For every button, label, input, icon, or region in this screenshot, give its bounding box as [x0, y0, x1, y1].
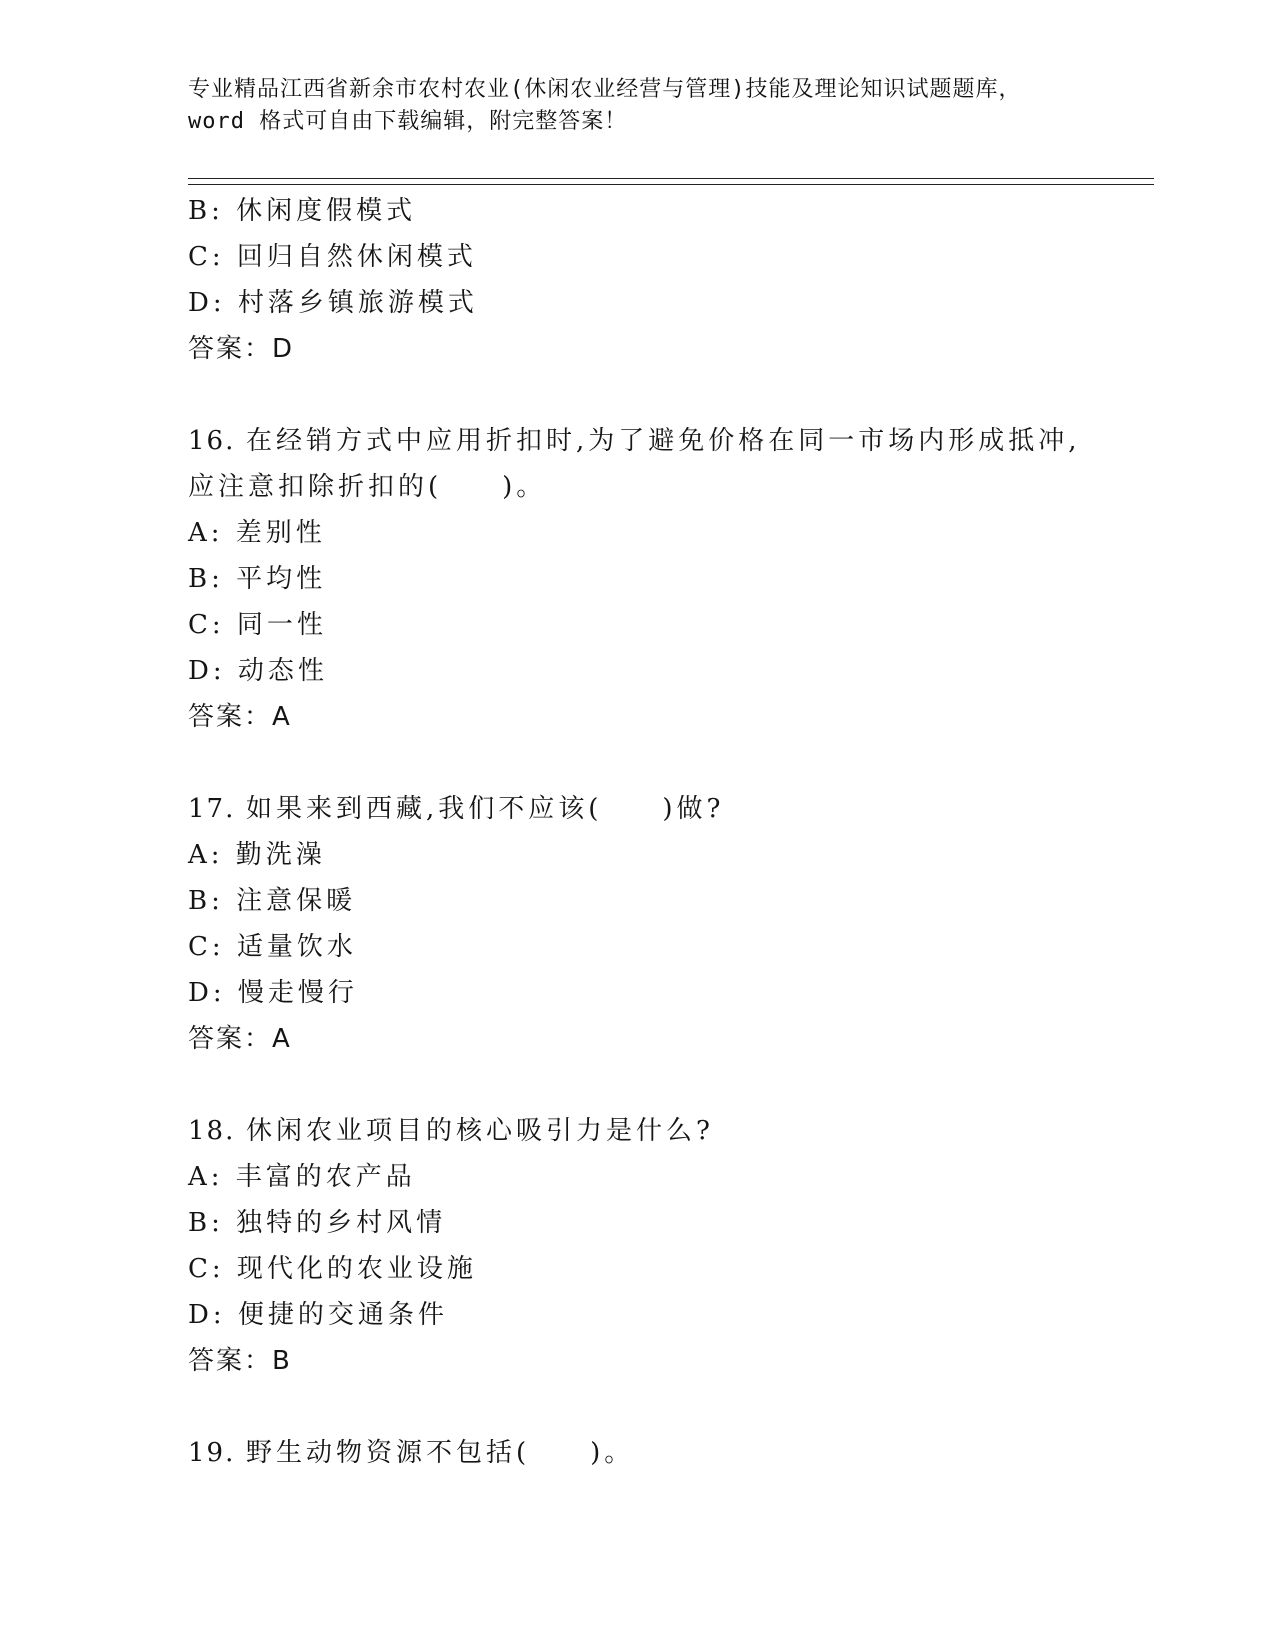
question-stem-line-1 — [188, 786, 1148, 832]
document-header — [188, 74, 1088, 138]
question-number: 19. — [188, 1438, 236, 1468]
question-number: 18. — [188, 1116, 236, 1146]
answer-label: 答案：A — [188, 702, 292, 732]
option-c: C: 现代化的农业设施 — [188, 1254, 477, 1284]
option-c: C: 同一性 — [188, 610, 327, 640]
spacer — [188, 1384, 1148, 1430]
question-stem-line-1 — [188, 1430, 1148, 1476]
question-stem-line-1 — [188, 418, 1148, 464]
question-list — [188, 188, 1148, 1476]
option-d: D: 村落乡镇旅游模式 — [188, 288, 478, 318]
header-title-line-1: 专业精品江西省新余市农村农业(休闲农业经营与管理)技能及理论知识试题题库， — [188, 77, 1022, 102]
spacer — [188, 1062, 1148, 1108]
option-d: D: 动态性 — [188, 656, 328, 686]
option-b: B: 注意保暖 — [188, 886, 357, 916]
question-text: 在经销方式中应用折扣时,为了避免价格在同一市场内形成抵冲, — [246, 426, 1081, 456]
question-19 — [188, 1430, 1148, 1476]
question-stem-line-2: 应注意扣除折扣的( )。 — [188, 472, 547, 502]
question-17 — [188, 786, 1148, 1062]
answer-label: 答案：D — [188, 334, 295, 364]
header-divider-bottom — [188, 184, 1154, 185]
option-d: D: 慢走慢行 — [188, 978, 358, 1008]
question-number: 17. — [188, 794, 236, 824]
spacer — [188, 372, 1148, 418]
option-b: B: 独特的乡村风情 — [188, 1208, 447, 1238]
option-d: D: 便捷的交通条件 — [188, 1300, 448, 1330]
option-a: A: 差别性 — [188, 518, 326, 548]
question-18 — [188, 1108, 1148, 1384]
header-divider-top — [188, 178, 1154, 179]
spacer — [188, 740, 1148, 786]
question-stem-line-1 — [188, 1108, 1148, 1154]
header-title-line-2: word 格式可自由下载编辑，附完整答案！ — [188, 109, 628, 134]
option-b: B: 平均性 — [188, 564, 327, 594]
option-b: B: 休闲度假模式 — [188, 196, 417, 226]
question-15-continued — [188, 188, 1148, 372]
question-text: 野生动物资源不包括( )。 — [246, 1438, 635, 1468]
option-a: A: 丰富的农产品 — [188, 1162, 416, 1192]
question-text: 如果来到西藏,我们不应该( )做? — [246, 794, 725, 824]
option-c: C: 适量饮水 — [188, 932, 357, 962]
answer-label: 答案：A — [188, 1024, 292, 1054]
option-a: A: 勤洗澡 — [188, 840, 326, 870]
answer-label: 答案：B — [188, 1346, 292, 1376]
question-number: 16. — [188, 426, 236, 456]
question-16 — [188, 418, 1148, 740]
question-text: 休闲农业项目的核心吸引力是什么? — [246, 1116, 714, 1146]
option-c: C: 回归自然休闲模式 — [188, 242, 477, 272]
